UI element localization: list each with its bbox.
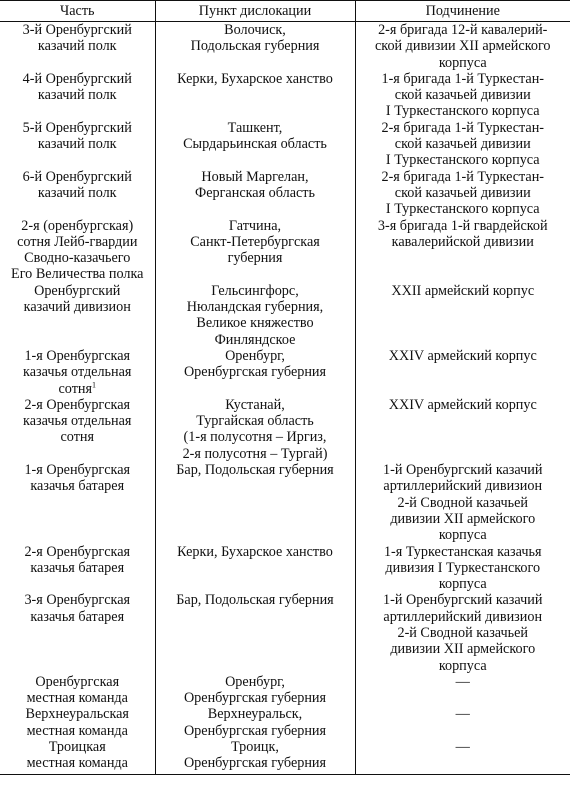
location-cell-line [158,446,353,462]
subordination-cell [355,674,570,707]
table-row [0,22,570,71]
unit-cell-line [2,544,153,560]
unit-cell [0,397,155,462]
unit-cell-line [2,429,153,445]
table-row [0,674,570,707]
unit-cell-text: 2-я Оренбургская [24,396,131,413]
unit-cell-text: сотня [60,429,95,446]
location-cell [155,397,355,462]
subordination-cell [355,592,570,673]
location-cell [155,544,355,593]
unit-cell-line [2,22,153,38]
subordination-cell-line [358,706,569,722]
location-cell-text: Великое княжество [196,315,314,332]
location-cell-line [158,348,353,364]
subordination-cell-line [358,22,569,38]
subordination-cell-text: дивизии XII армейского [390,510,536,527]
subordination-cell-text: кавалерийской дивизии [391,233,534,250]
subordination-cell-text: 3-я бригада 1-й гвардейской [377,217,548,234]
unit-cell-text: казачий полк [37,184,117,201]
unit-cell-text: 3-й Оренбургский [22,22,132,38]
location-cell-text: Кустанай, [225,396,285,413]
subordination-cell [355,120,570,169]
subordination-cell-text: корпуса [438,657,487,674]
table-row [0,218,570,283]
location-cell-line [158,38,353,54]
subordination-cell-line [358,169,569,185]
location-cell-text: Оренбургская губерния [183,755,327,772]
unit-cell-line [2,120,153,136]
subordination-cell-line [358,218,569,234]
unit-cell-text: Оренбургский [34,282,121,299]
location-cell-line [158,674,353,690]
header-subordination: Подчинение [355,1,570,22]
subordination-cell-line [358,674,569,690]
subordination-cell-text: 2-й Сводной казачьей [397,624,529,641]
subordination-cell-text: ской казачьей дивизии [394,184,531,201]
unit-cell-line [2,71,153,87]
subordination-cell-line [358,71,569,87]
unit-cell [0,739,155,774]
location-cell-text: Сырдарьинская область [183,136,327,153]
unit-cell-text: местная команда [26,722,128,739]
unit-cell [0,169,155,218]
subordination-cell-line [358,527,569,543]
subordination-cell [355,218,570,283]
subordination-cell-line [358,103,569,119]
unit-cell-line [2,462,153,478]
location-cell-text: Керки, Бухарское ханство [177,70,333,87]
unit-cell-line [2,87,153,103]
unit-cell [0,22,155,71]
unit-cell-line [2,706,153,722]
location-cell-line [158,723,353,739]
location-cell-line [158,315,353,331]
location-cell-line [158,755,353,771]
subordination-cell-text: артиллерийский дивизион [383,478,543,495]
subordination-cell-line [358,739,569,755]
location-cell [155,283,355,348]
subordination-cell-line [358,234,569,250]
unit-cell-text: казачья отдельная [23,364,132,381]
location-cell [155,674,355,707]
subordination-cell-line [358,609,569,625]
footnote-marker: 1 [92,379,97,389]
subordination-cell [355,283,570,348]
unit-cell-line [2,592,153,608]
table-row [0,169,570,218]
unit-cell-line [2,348,153,364]
header-location: Пункт дислокации [155,1,355,22]
table-header [0,1,570,22]
location-cell-text: Бар, Подольская губерния [176,462,334,479]
unit-cell-line [2,723,153,739]
unit-cell-text: 1-я Оренбургская [24,347,131,364]
unit-cell [0,71,155,120]
subordination-cell-line [358,38,569,54]
location-cell-text: Оренбург, [225,673,285,690]
location-cell-text: губерния [227,250,283,267]
location-cell-text: Гельсингфорс, [211,282,299,299]
subordination-cell-text: 2-я бригада 1-й Туркестан- [381,168,545,185]
location-cell-text: Тургайская область [196,413,314,430]
subordination-cell-text: I Туркестанского корпуса [385,103,540,120]
location-cell-text: Оренбургская губерния [183,364,327,381]
unit-cell-text: казачья батарея [30,559,125,576]
unit-cell [0,283,155,348]
unit-cell-text: казачья батарея [30,478,125,495]
subordination-cell-text: корпуса [438,54,487,71]
unit-cell-text: Троицкая [48,739,106,756]
location-cell-line [158,397,353,413]
subordination-cell-line [358,201,569,217]
subordination-cell-text: дивизия I Туркестанского [385,559,541,576]
location-cell-text: Бар, Подольская губерния [176,592,334,609]
unit-cell-text: казачья батарея [30,608,125,625]
unit-cell-line [2,266,153,282]
subordination-cell [355,544,570,593]
unit-cell-text: 6-й Оренбургский [22,168,132,185]
unit-cell-line [2,169,153,185]
subordination-cell [355,22,570,71]
location-cell-text: Оренбургская губерния [183,690,327,707]
unit-cell-text: казачий полк [37,87,117,104]
location-cell-line [158,299,353,315]
location-cell-line [158,283,353,299]
table-row [0,592,570,673]
subordination-cell-text: ской казачьей дивизии [394,136,531,153]
subordination-cell-text: XXIV армейский корпус [388,396,537,413]
location-cell-line [158,185,353,201]
unit-cell [0,120,155,169]
subordination-cell-line [358,544,569,560]
subordination-cell-line [358,625,569,641]
subordination-cell-line [358,592,569,608]
unit-cell-line [2,674,153,690]
location-cell-text: 2-я полусотня – Тургай) [182,445,328,462]
unit-cell-text: 3-я Оренбургская [24,592,131,609]
unit-cell-text: местная команда [26,690,128,707]
subordination-cell-text: ской казачьей дивизии [394,87,531,104]
table-row [0,397,570,462]
subordination-cell-line [358,641,569,657]
unit-cell-line [2,478,153,494]
unit-cell-text: 1-я Оренбургская [24,462,131,479]
subordination-cell-line [358,576,569,592]
subordination-cell-text: 2-й Сводной казачьей [397,494,529,511]
subordination-cell [355,462,570,543]
subordination-cell-line [358,511,569,527]
unit-cell [0,348,155,397]
location-cell-line [158,71,353,87]
subordination-cell-text: I Туркестанского корпуса [385,201,540,218]
subordination-cell-text: дивизии XII армейского [390,641,536,658]
unit-cell-text: казачий полк [37,136,117,153]
unit-cell-text: местная команда [26,755,128,772]
unit-cell-text: Верхнеуральская [25,706,129,723]
location-cell [155,739,355,774]
subordination-cell-text: 1-й Оренбургский казачий [383,592,543,609]
table-row [0,544,570,593]
unit-cell-line [2,185,153,201]
subordination-cell-line [358,120,569,136]
location-cell-line [158,22,353,38]
location-cell-line [158,169,353,185]
subordination-cell-text: артиллерийский дивизион [383,608,543,625]
subordination-cell-text: — [455,673,470,690]
unit-cell [0,706,155,739]
location-cell-line [158,706,353,722]
subordination-cell-line [358,87,569,103]
location-cell-text: Финляндское [214,331,296,348]
subordination-cell-line [358,658,569,674]
subordination-cell [355,348,570,397]
location-cell-line [158,332,353,348]
subordination-cell-text: ской дивизии XII армейского [374,38,551,55]
unit-cell-line [2,136,153,152]
subordination-cell-text: — [455,706,470,723]
location-cell-line [158,462,353,478]
unit-cell-text: 5-й Оренбургский [22,119,132,136]
location-cell-text: Гатчина, [228,217,282,234]
header-unit: Часть [0,1,155,22]
unit-cell-line [2,234,153,250]
subordination-cell-line [358,478,569,494]
subordination-cell-line [358,397,569,413]
subordination-cell-line [358,348,569,364]
subordination-cell [355,71,570,120]
subordination-cell-line [358,55,569,71]
unit-cell-line [2,397,153,413]
location-cell-text: Ташкент, [227,119,283,136]
subordination-cell-text: корпуса [438,527,487,544]
location-cell [155,22,355,71]
location-cell-text: Оренбург, [225,347,285,364]
subordination-cell-line [358,495,569,511]
unit-cell-line [2,364,153,380]
subordination-cell-text: 1-й Оренбургский казачий [383,462,543,479]
table-row [0,706,570,739]
location-cell [155,218,355,283]
unit-cell-line [2,739,153,755]
unit-cell-line [2,560,153,576]
location-cell [155,169,355,218]
location-cell-text: Нюландская губерния, [186,299,324,316]
unit-cell [0,218,155,283]
subordination-cell-text: 1-я Туркестанская казачья [383,543,542,560]
unit-cell-line [2,218,153,234]
unit-cell [0,462,155,543]
location-cell-line [158,690,353,706]
location-cell-line [158,739,353,755]
location-cell [155,348,355,397]
location-cell-text: Волочиск, [224,22,286,38]
unit-cell-text: Его Величества полка [11,266,144,283]
table-row [0,71,570,120]
location-cell-line [158,218,353,234]
location-cell [155,71,355,120]
subordination-cell [355,739,570,774]
location-cell-line [158,429,353,445]
subordination-cell-text: XXII армейский корпус [391,282,535,299]
unit-cell-line [2,38,153,54]
subordination-cell-text: XXIV армейский корпус [388,347,537,364]
location-cell [155,462,355,543]
unit-cell-line [2,609,153,625]
unit-cell-text: 4-й Оренбургский [22,70,132,87]
location-cell-line [158,120,353,136]
unit-cell-line [2,283,153,299]
unit-cell-line [2,755,153,771]
subordination-cell-line [358,152,569,168]
unit-cell-line [2,299,153,315]
table-row [0,739,570,774]
subordination-cell [355,397,570,462]
unit-cell-text: 2-я Оренбургская [24,543,131,560]
location-cell [155,706,355,739]
location-cell-text: Троицк, [231,739,279,756]
subordination-cell-text: 1-я бригада 1-й Туркестан- [381,70,545,87]
subordination-cell-text: корпуса [438,576,487,593]
unit-cell [0,592,155,673]
location-cell-line [158,413,353,429]
location-cell-text: Верхнеуральск, [207,706,303,723]
subordination-cell-text: 2-я бригада 1-й Туркестан- [381,119,545,136]
subordination-cell-line [358,560,569,576]
table-row [0,120,570,169]
table-row [0,462,570,543]
location-cell-text: Санкт-Петербургская [190,233,320,250]
unit-cell-text: казачий полк [37,38,117,55]
subordination-cell-line [358,136,569,152]
subordination-cell [355,706,570,739]
unit-cell-text: сотня Лейб-гвардии [17,233,138,250]
location-cell-line [158,250,353,266]
unit-cell-text: Сводно-казачьего [24,250,131,267]
location-cell-line [158,136,353,152]
unit-cell-text: казачья отдельная [23,413,132,430]
location-cell-text: Ферганская область [195,184,315,201]
location-cell-text: (1-я полусотня – Иргиз, [183,429,327,446]
subordination-cell-text: — [455,739,470,756]
unit-cell [0,544,155,593]
location-cell [155,120,355,169]
subordination-cell-line [358,283,569,299]
table-row [0,348,570,397]
unit-cell-line [2,690,153,706]
location-cell-text: Подольская губерния [190,38,320,55]
location-cell-text: Оренбургская губерния [183,722,327,739]
subordination-cell-line [358,185,569,201]
location-cell-line [158,234,353,250]
subordination-cell [355,169,570,218]
location-cell-text: Новый Маргелан, [201,168,309,185]
unit-cell-text: Оренбургская [35,673,120,690]
unit-cell [0,674,155,707]
subordination-cell-text: 2-я бригада 12-й кавалерий- [378,22,548,38]
table-body [0,22,570,775]
location-cell [155,592,355,673]
unit-cell-line [2,381,153,397]
location-cell-line [158,364,353,380]
location-cell-line [158,592,353,608]
unit-cell-text: казачий дивизион [23,299,131,316]
unit-cell-text: сотня [58,380,93,397]
location-cell-line [158,544,353,560]
header-row [0,1,570,22]
location-cell-text: Керки, Бухарское ханство [177,543,333,560]
subordination-cell-line [358,462,569,478]
unit-cell-text: 2-я (оренбургская) [21,217,134,234]
table-row [0,283,570,348]
unit-cell-line [2,413,153,429]
subordination-cell-text: I Туркестанского корпуса [385,152,540,169]
unit-cell-line [2,250,153,266]
